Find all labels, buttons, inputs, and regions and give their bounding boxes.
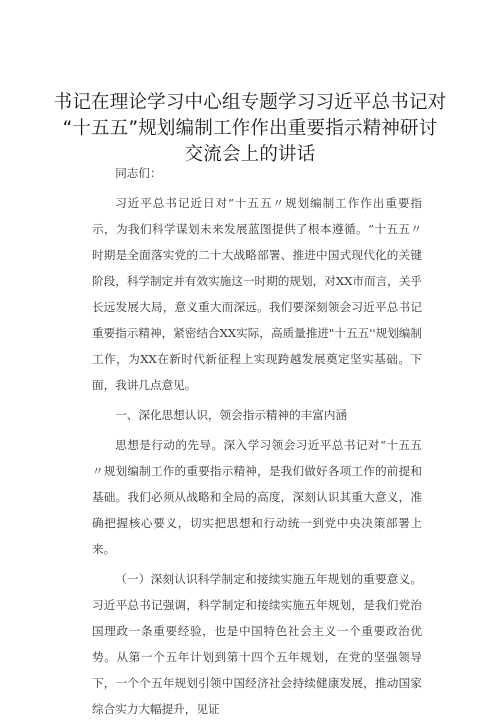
subsection-1: （一）深刻认识科学制定和接续实施五年规划的重要意义。习近平总书记强调，科学制定和接续实施五年规划，是我们党治国理政一条重要经验，也是中国特色社会主义一个重要政治优势。从第一个五年计划到第十四个五年规划，在党的坚强领导下，一个个五年规划引领中国经济社会持续健康发展，推动国家综合实力大幅提升，见证	[92, 572, 422, 716]
title-line-3: 交流会上的讲话	[184, 144, 316, 165]
title-line-2: “十五五”规划编制工作作出重要指示精神研讨	[62, 118, 438, 139]
section-heading-1: 一、深化思想认识，领会指示精神的丰富内涵	[115, 408, 348, 422]
document-title	[40, 90, 460, 168]
paragraph-section-1: 思想是行动的先导。深入学习领会习近平总书记对“十五五〃规划编制工作的重要指示精神，是我们做好各项工作的前提和基础。我们必须从战略和全局的高度，深刻认识其重大意义，准确把握核心要义，切实把思想和行动统一到党中央决策部署上来。	[92, 438, 422, 556]
paragraph-intro: 习近平总书记近日对“十五五〃规划编制工作作出重要指示，为我们科学谋划未来发展蓝图提供了根本遵循。“十五五〃时期是全面落实党的二十大战略部署、推进中国式现代化的关键阶段，科学制定并有效实施这一时期的规划，对XX市而言，关乎长远发展大局，意义重大而深远。我们要深刻领会习近平总书记重要指示精神，紧密结合XX实际，高质量推进"十五五''规划编制工作，为XX在新时代新征程上实现跨越发展奠定坚实基础。下面，我讲几点意见。	[92, 196, 422, 392]
title-line-1: 书记在理论学习中心组专题学习习近平总书记对	[53, 92, 447, 113]
document-body	[92, 160, 422, 726]
salutation: 同志们：	[115, 166, 162, 180]
